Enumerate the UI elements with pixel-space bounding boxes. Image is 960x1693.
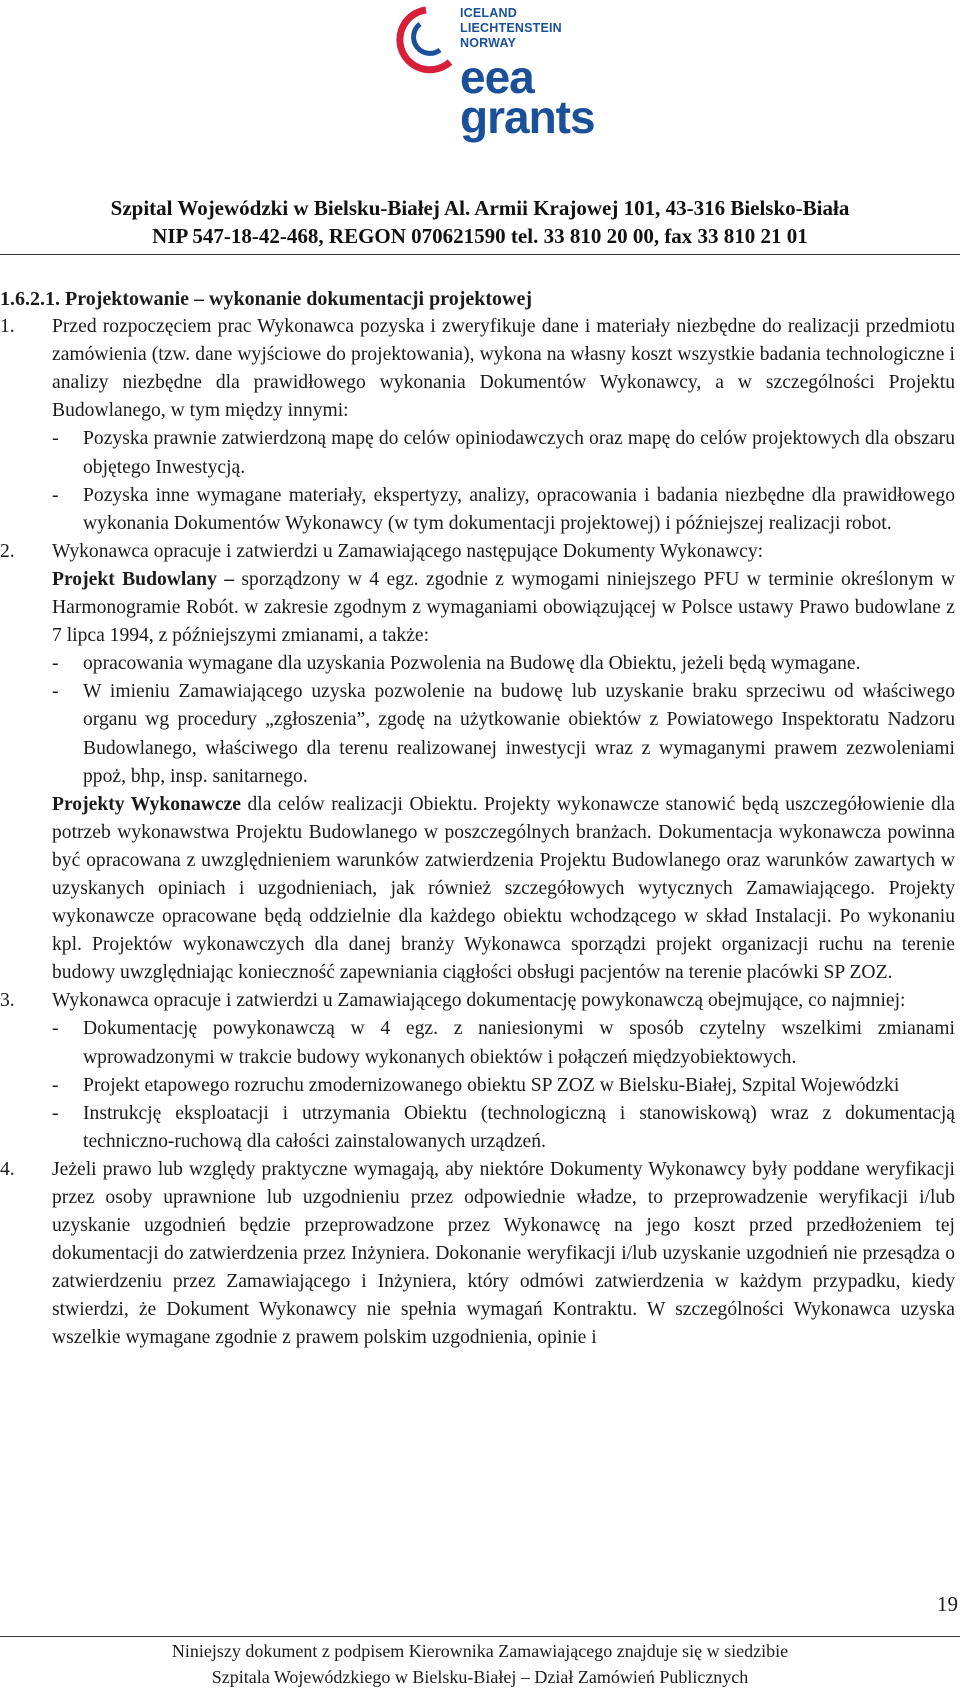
projekty-wykonawcze-label: Projekty Wykonawcze <box>52 793 241 815</box>
header-contact: NIP 547-18-42-468, REGON 070621590 tel. 33 810 20 00, fax 33 810 21 01 <box>152 224 808 248</box>
list-item-text: Jeżeli prawo lub względy praktyczne wymagają, aby niektóre Dokumenty Wykonawcy były poddane weryfikacji przez osoby uprawnione lub uzgodnieniu przez odpowiednie władze, to przeprowadzenie weryfikacji i/lub uzyskanie uzgodnień będzie przeprowadzone przez Wykonawcę na jego koszt przed przedłożeniem tej dokumentacji do zatwierdzenia przez Inżyniera. Dokonanie weryfikacji i/lub uzyskanie uzgodnień nie przesądza o zatwierdzeniu przez Zamawiającego i Inżyniera, który odmówi zatwierdzenia w każdym przypadku, kiedy stwierdzi, że Dokument Wykonawcy nie spełnia wymagań Kontraktu. W szczególności Wykonawca uzyska wszelkie wymagane zgodnie z prawem polskim uzgodnienia, opinie i <box>52 1158 955 1349</box>
sub-item <box>0 678 955 790</box>
eea-grants-logo <box>392 2 632 152</box>
projekt-budowlany-label: Projekt Budowlany – <box>52 568 235 590</box>
sub-item <box>0 1015 955 1071</box>
sub-item-text: Dokumentację powykonawczą w 4 egz. z naniesionymi w sposób czytelny wszelkimi zmianami wprowadzonymi w trakcie budowy wykonanych obiektów i połączeń międzyobiektowych. <box>83 1018 955 1068</box>
sub-item-text: Pozyska inne wymagane materiały, ekspertyzy, analizy, opracowania i badania niezbędne dla prawidłowego wykonania Dokumentów Wykonawcy (w tym dokumentacji projektowej) i późniejszej realizacji robot. <box>83 484 955 534</box>
list-item-text: Wykonawca opracuje i zatwierdzi u Zamawiającego dokumentację powykonawczą obejmujące, co najmniej: <box>52 990 906 1012</box>
sub-item-text: Instrukcję eksploatacji i utrzymania Obiektu (technologiczną i stanowiskową) wraz z dokumentacją techniczno-ruchową dla całości zainstalowanych urządzeń. <box>83 1102 955 1152</box>
dash-bullet: - <box>52 653 59 675</box>
list-number: 1. <box>0 316 15 338</box>
projekt-budowlany-paragraph <box>0 566 955 650</box>
footer-line-1: Niniejszy dokument z podpisem Kierownika Zamawiającego znajduje się w siedzibie <box>171 1641 789 1661</box>
projekty-wykonawcze-text: dla celów realizacji Obiektu. Projekty wykonawcze stanowić będą uszczegółowienie dla potrzeb wykonawstwa Projektu Budowlanego w poszczególnych branżach. Dokumentacja wykonawcza powinna być opracowana z uwzględnieniem warunków zatwierdzenia Projektu Budowlanego oraz warunków zawartych w uzyskanych opiniach i uzgodnieniach, jak również szczegółowych wytycznych Zamawiającego. Projekty wykonawcze opracowane będą oddzielnie dla każdego obiektu wchodzącego w skład Instalacji. Po wykonaniu kpl. Projektów wykonawczych dla danej branży Wykonawca sporządzi projekt organizacji ruchu na terenie budowy uwzględniając konieczność zapewniania ciągłości obsługi pacjentów na terenie placówki SP ZOZ. <box>52 793 955 984</box>
sub-item-text: W imieniu Zamawiającego uzyska pozwolenie na budowę lub uzyskanie braku sprzeciwu od właściwego organu wg procedury „zgłoszenia”, zgodę na użytkowanie obiektów z Powiatowego Inspektoratu Nadzoru Budowlanego, właściwego dla terenu realizowanej inwestycji wraz z wymaganymi prawem zezwoleniami ppoż, bhp, insp. sanitarnego. <box>83 681 955 787</box>
list-item-1 <box>0 313 955 425</box>
dash-bullet: - <box>52 681 59 703</box>
list-number: 3. <box>0 990 15 1012</box>
header-address: Szpital Wojewódzki w Bielsku-Białej Al. Armii Krajowej 101, 43-316 Bielsko-Biała <box>110 196 850 220</box>
sub-item-text: opracowania wymagane dla uzyskania Pozwolenia na Budowę dla Obiektu, jeżeli będą wymagane. <box>83 653 861 675</box>
list-item-2 <box>0 538 955 566</box>
document-footer <box>0 1638 960 1690</box>
logo-brand-eea: eea <box>460 51 534 103</box>
list-item-text: Wykonawca opracuje i zatwierdzi u Zamawiającego następujące Dokumenty Wykonawcy: <box>52 540 764 562</box>
dash-bullet: - <box>52 1102 59 1124</box>
footer-divider <box>0 1636 960 1637</box>
sub-item <box>0 1100 955 1156</box>
section-title: 1.6.2.1. Projektowanie – wykonanie dokumentacji projektowej <box>0 288 533 310</box>
sub-item <box>0 1072 955 1100</box>
list-item-4 <box>0 1156 955 1353</box>
dash-bullet: - <box>52 428 59 450</box>
dash-bullet: - <box>52 1074 59 1096</box>
list-item-text: Przed rozpoczęciem prac Wykonawca pozyska i zweryfikuje dane i materiały niezbędne do realizacji przedmiotu zamówienia (tzw. dane wyjściowe do projektowania), wykona na własny koszt wszystkie badania technologiczne i analizy niezbędne dla prawidłowego wykonania Dokumentów Wykonawcy, a w szczególności Projektu Budowlanego, w tym między innymi: <box>52 316 955 422</box>
projekty-wykonawcze-paragraph <box>0 791 955 988</box>
list-item-3 <box>0 987 955 1015</box>
header-divider <box>0 254 960 255</box>
sub-item <box>0 425 955 481</box>
list-number: 2. <box>0 540 15 562</box>
dash-bullet: - <box>52 1018 59 1040</box>
sub-item-text: Projekt etapowego rozruchu zmodernizowanego obiektu SP ZOZ w Bielsku-Białej, Szpital Wojewódzki <box>83 1074 900 1096</box>
logo-country-norway: NORWAY <box>460 36 517 50</box>
logo-country-iceland: ICELAND <box>460 6 517 20</box>
projekt-budowlany-text: sporządzony w 4 egz. zgodnie z wymogami niniejszego PFU w terminie określonym w Harmonogramie Robót. w zakresie zgodnym z wymaganiami obowiązującej w Polsce ustawy Prawo budowlane z 7 lipca 1994, z późniejszymi zmianami, a także: <box>52 568 955 647</box>
document-header <box>0 194 960 250</box>
logo-countries <box>460 6 562 51</box>
list-number: 4. <box>0 1158 15 1180</box>
footer-line-2: Szpitala Wojewódzkiego w Bielsku-Białej – Dział Zamówień Publicznych <box>211 1667 749 1687</box>
logo-country-liechtenstein: LIECHTENSTEIN <box>460 21 562 35</box>
logo-brand-grants: grants <box>460 91 595 143</box>
document-body <box>0 285 955 1353</box>
sub-item-text: Pozyska prawnie zatwierdzoną mapę do celów opiniodawczych oraz mapę do celów projektowych dla obszaru objętego Inwestycją. <box>83 428 955 478</box>
sub-item <box>0 482 955 538</box>
logo-circle-icon <box>392 4 462 94</box>
sub-item <box>0 650 955 678</box>
dash-bullet: - <box>52 484 59 506</box>
page-number: 19 <box>937 1592 958 1616</box>
